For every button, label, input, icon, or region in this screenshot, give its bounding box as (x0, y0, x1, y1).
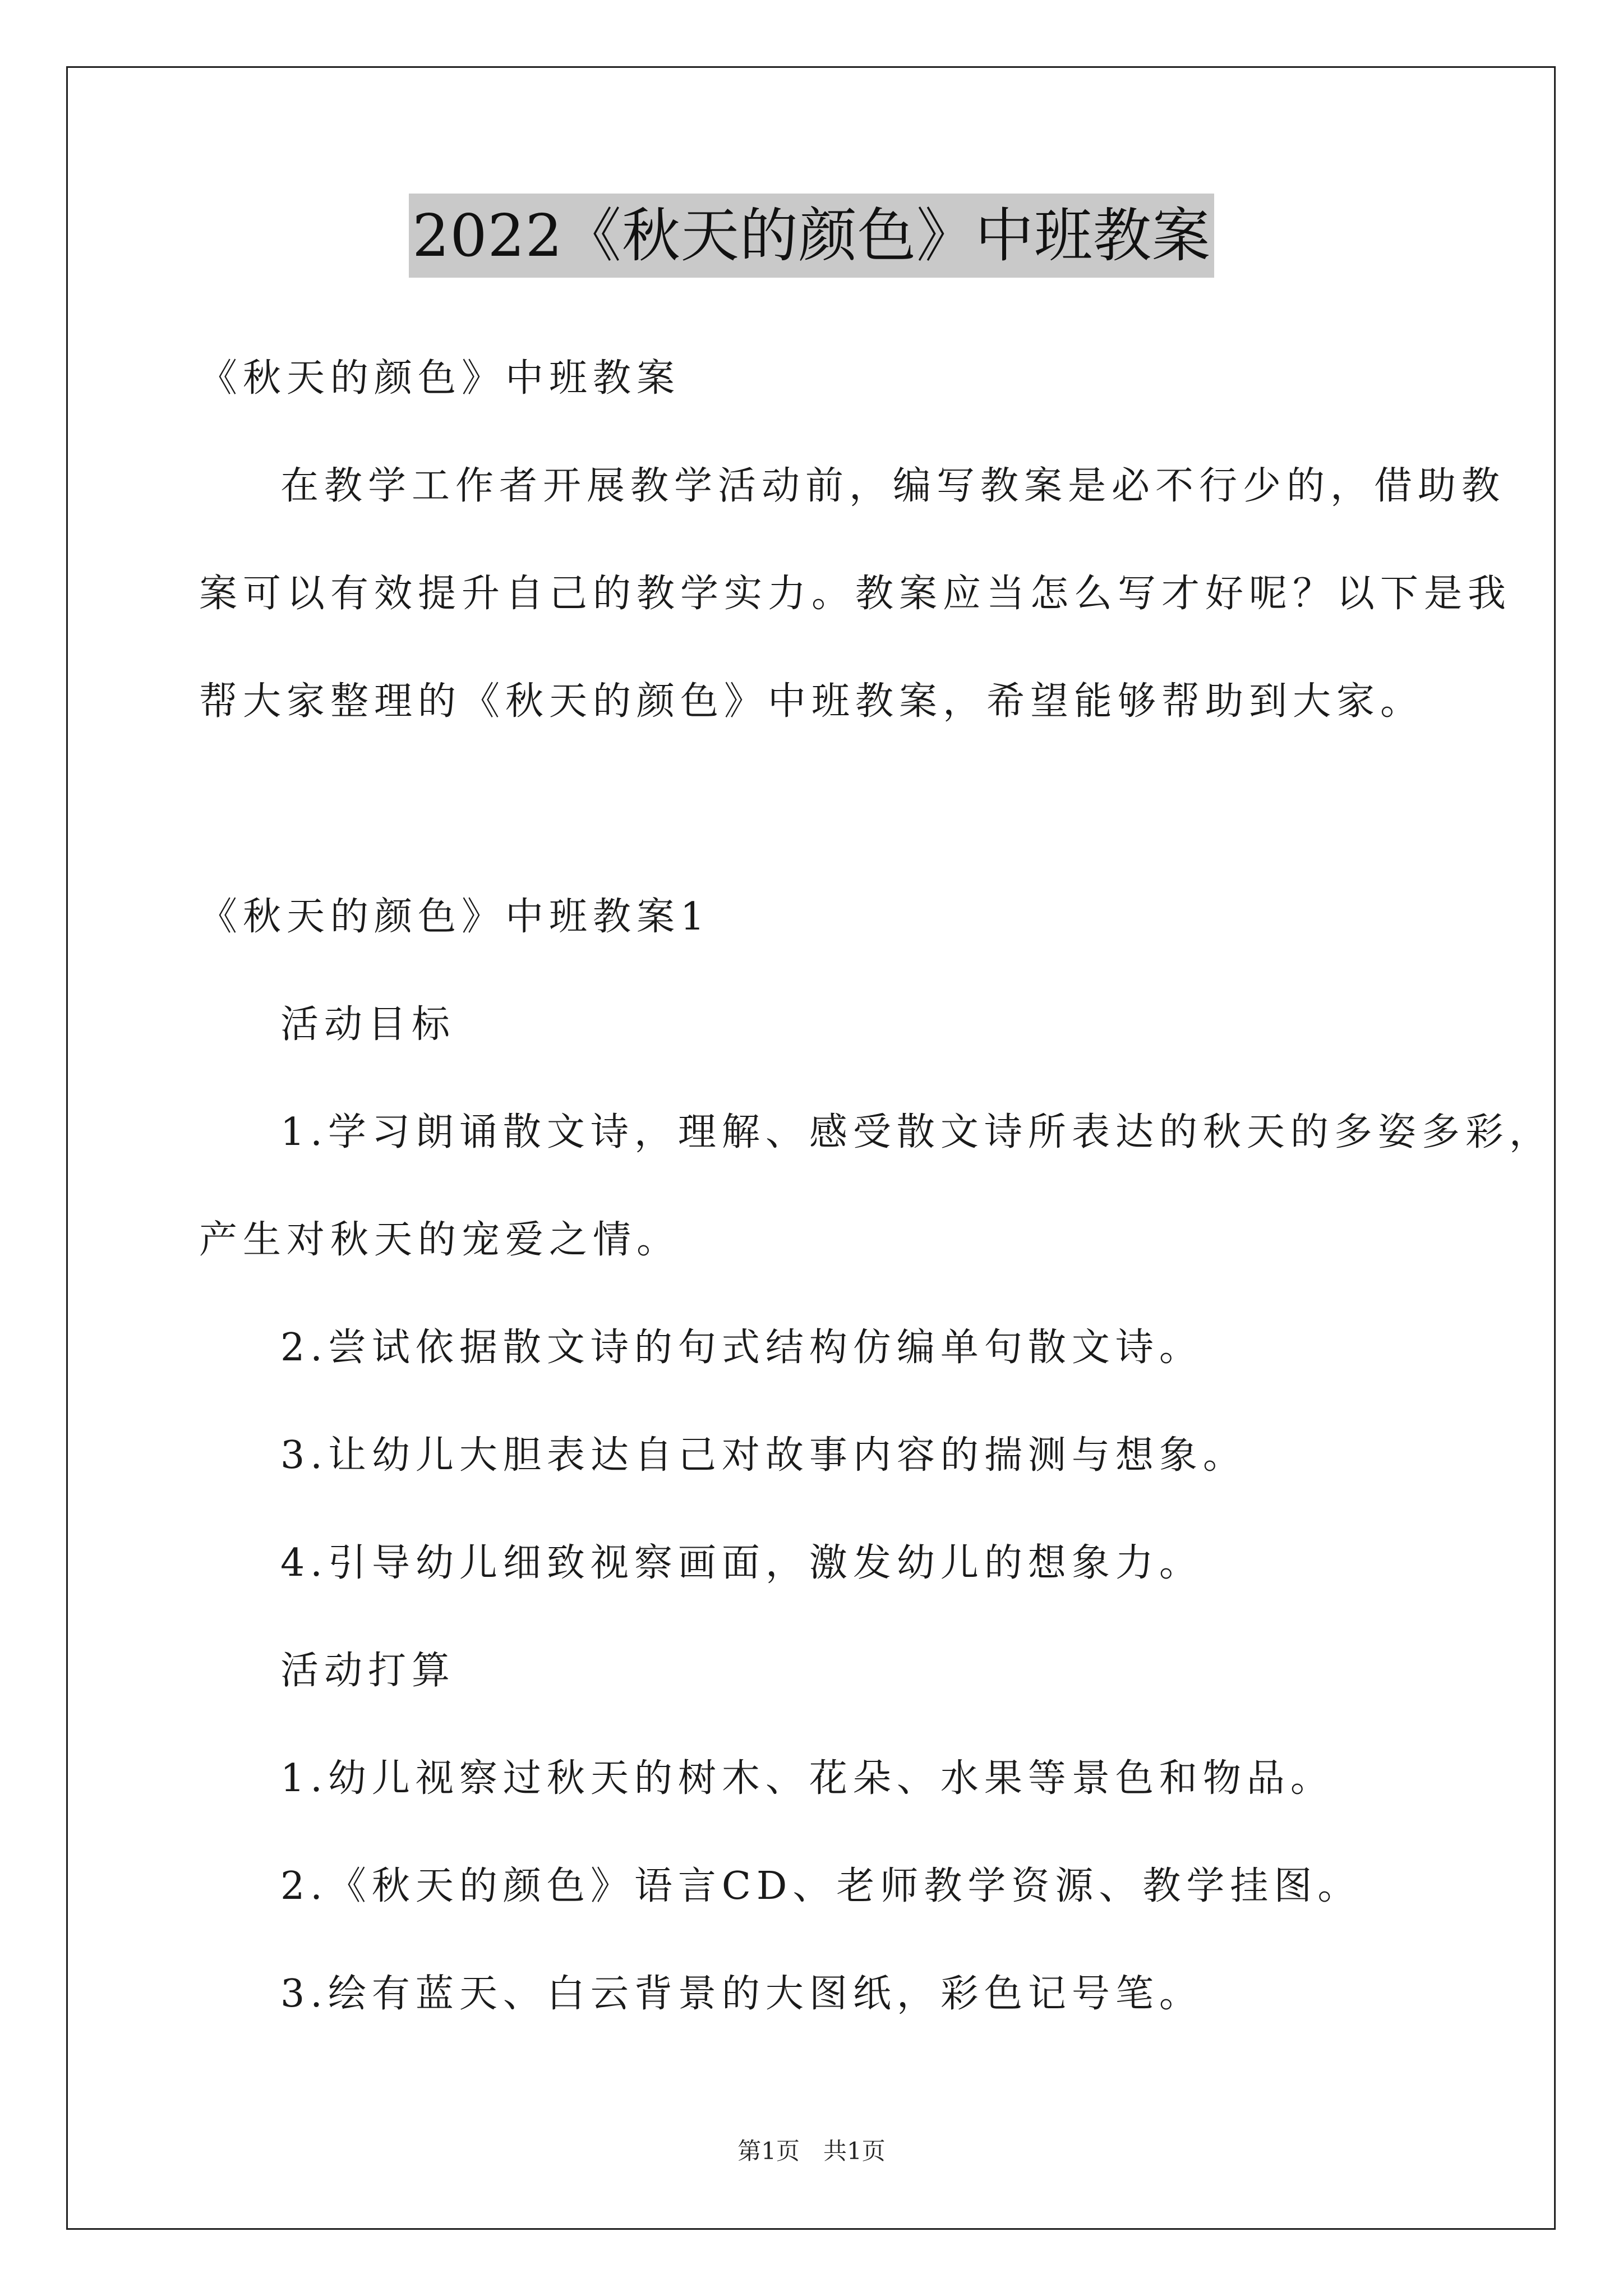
document-subtitle: 《秋天的颜色》中班教案 (199, 356, 681, 401)
section-title: 《秋天的颜色》中班教案1 (199, 895, 711, 939)
title-container (0, 194, 1623, 278)
goal-1-line-1: 1.学习朗诵散文诗，理解、感受散文诗所表达的秋天的多姿多彩， (280, 1110, 1553, 1154)
prep-1: 1.幼儿视察过秋天的树木、花朵、水果等景色和物品。 (280, 1756, 1334, 1801)
goal-2: 2.尝试依据散文诗的句式结构仿编单句散文诗。 (280, 1326, 1203, 1370)
intro-line-2: 案可以有效提升自己的教学实力。教案应当怎么写才好呢？以下是我 (199, 572, 1512, 616)
document-title: 2022《秋天的颜色》中班教案 (409, 194, 1214, 278)
goal-3: 3.让幼儿大胆表达自己对故事内容的揣测与想象。 (280, 1433, 1247, 1478)
intro-line-1: 在教学工作者开展教学活动前，编写教案是必不行少的，借助教 (280, 464, 1506, 508)
page-footer: 第1页 共1页 (737, 2137, 886, 2165)
goals-heading: 活动目标 (280, 1002, 456, 1047)
prep-3: 3.绘有蓝天、白云背景的大图纸，彩色记号笔。 (280, 1972, 1203, 2016)
goal-4: 4.引导幼儿细致视察画面，激发幼儿的想象力。 (280, 1541, 1203, 1585)
goal-1-line-2: 产生对秋天的宠爱之情。 (199, 1218, 681, 1262)
intro-line-3: 帮大家整理的《秋天的颜色》中班教案，希望能够帮助到大家。 (199, 679, 1424, 724)
prep-2: 2.《秋天的颜色》语言CD、老师教学资源、教学挂图。 (280, 1864, 1362, 1908)
prep-heading: 活动打算 (280, 1649, 456, 1693)
